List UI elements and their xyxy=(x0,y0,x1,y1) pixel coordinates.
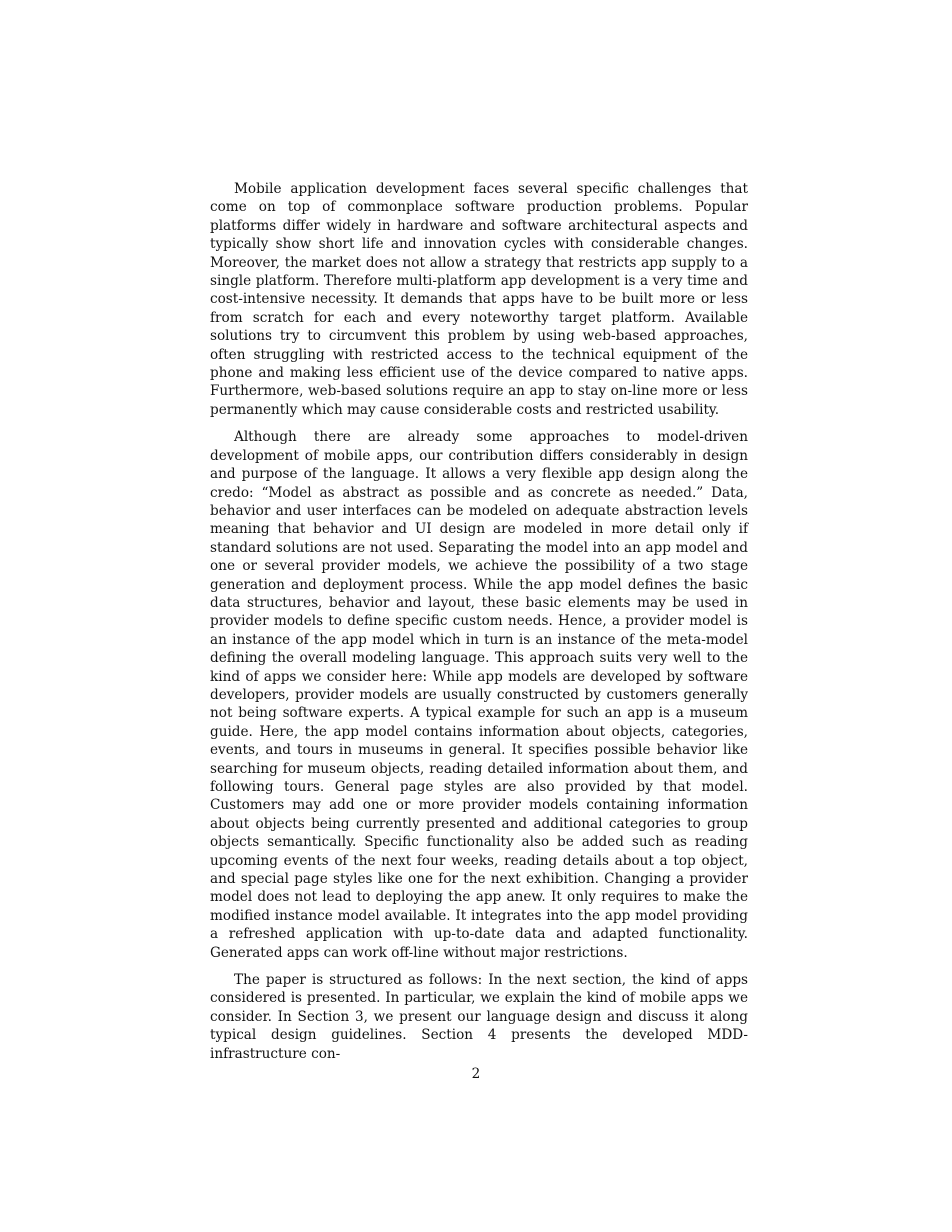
paragraph-intro: Mobile application development faces several specific challenges that come on top of commonplace software production problems. Popular platforms differ widely in hardware and software architectural aspects and typically show short life and innovation cycles with considerable changes. Moreover, the market does not allow a strategy that restricts app supply to a single platform. Therefore multi-platform app development is a very time and cost-intensive necessity. It demands that apps have to be built more or less from scratch for each and every noteworthy target platform. Available solutions try to circumvent this problem by using web-based approaches, often struggling with restricted access to the technical equipment of the phone and making less efficient use of the device compared to native apps. Furthermore, web-based solutions require an app to stay on-line more or less permanently which may cause considerable costs and restricted usability. xyxy=(210,181,748,418)
page-body xyxy=(210,180,748,1072)
paragraph-structure: The paper is structured as follows: In the next section, the kind of apps considered is presented. In particular, we explain the kind of mobile apps we consider. In Section 3, we present our language design and discuss it along typical design guidelines. Section 4 presents the developed MDD-infrastructure con- xyxy=(210,972,748,1062)
page-number: 2 xyxy=(471,1066,481,1082)
paragraph-contribution: Although there are already some approaches to model-driven development of mobile apps, our contribution differs considerably in design and purpose of the language. It allows a very flexible app design along the credo: “Model as abstract as possible and as concrete as needed.” Data, behavior and user interfaces can be modeled on adequate abstraction levels meaning that behavior and UI design are modeled in more detail only if standard solutions are not used. Separating the model into an app model and one or several provider models, we achieve the possibility of a two stage generation and deployment process. While the app model defines the basic data structures, behavior and layout, these basic elements may be used in provider models to define specific custom needs. Hence, a provider model is an instance of the app model which in turn is an instance of the meta-model defining the overall modeling language. This approach suits very well to the kind of apps we consider here: While app models are developed by software developers, provider models are usually constructed by customers generally not being software experts. A typical example for such an app is a museum guide. Here, the app model contains information about objects, categories, events, and tours in museums in general. It specifies possible behavior like searching for museum objects, reading detailed information about them, and following tours. General page styles are also provided by that model. Customers may add one or more provider models containing information about objects being currently presented and additional categories to group objects semantically. Specific functionality also be added such as reading upcoming events of the next four weeks, reading details about a top object, and special page styles like one for the next exhibition. Changing a provider model does not lead to deploying the app anew. It only requires to make the modified instance model available. It integrates into the app model providing a refreshed application with up-to-date data and adapted functionality. Generated apps can work off-line without major restrictions. xyxy=(210,429,748,961)
